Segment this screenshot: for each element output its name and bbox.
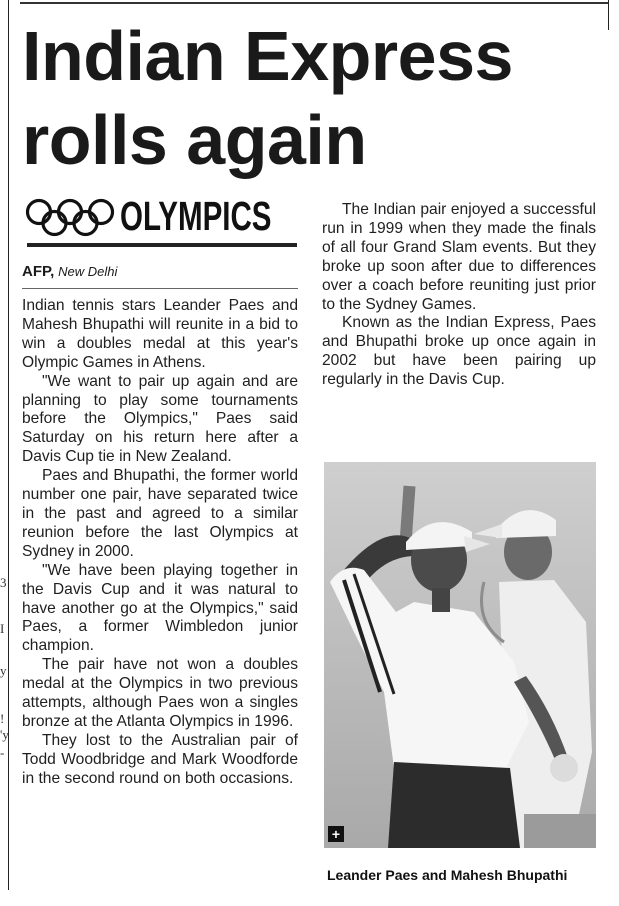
section-kicker [24,193,299,250]
article-paragraph: The pair have not won a doubles medal at the Olympics in two previous attempts, although Paes won a singles bronze at the Atlanta Olympics in 1996. [22,656,298,730]
margin-mark: I [0,621,5,636]
byline [22,262,117,281]
top-rule [20,2,608,4]
olympic-rings-icon [24,198,118,238]
photo-corner-mark: + [328,826,344,842]
left-column-rule [8,0,9,890]
news-photo [324,462,596,848]
margin-mark: 3 [0,575,7,590]
article-paragraph: Known as the Indian Express, Paes and Bhupathi broke up once again in 2002 but have been pairing up regularly in the Davis Cup. [322,314,596,389]
margin-mark: ! [0,711,5,726]
section-label: OLYMPICS [120,193,272,239]
byline-dateline: New Delhi [58,264,118,279]
article-paragraph: The Indian pair enjoyed a successful run in 1999 when they made the finals of all four Grand Slam events. But they broke up soon after due to differences over a coach before reuniting just prior to the Sydney Games. [322,201,596,313]
article-paragraph: "We want to pair up again and are planning to play some tournaments before the Olympics," Paes said Saturday on his return here after a Davis Cup tie in New Zealand. [22,372,298,466]
article-column-left [22,297,298,789]
headline [22,14,607,182]
byline-underline [22,288,298,289]
article-column-right [322,201,596,390]
article-paragraph: They lost to the Australian pair of Todd Woodbridge and Mark Woodforde in the second round on both occasions. [22,731,298,787]
article-paragraph: Paes and Bhupathi, the former world number one pair, have separated twice in the past and agreed to a similar reunion before the last Olympics at Sydney in 2000. [22,467,298,560]
article-paragraph: Indian tennis stars Leander Paes and Mahesh Bhupathi will reunite in a bid to win a doubles medal at this year's Olympic Games in Athens. [22,297,298,371]
kicker-underline [27,243,297,247]
right-column-rule [608,0,609,30]
margin-mark: - [0,745,5,760]
headline-line-1: Indian Express [22,17,513,95]
players-photo-illustration [324,462,596,848]
photo-caption: Leander Paes and Mahesh Bhupathi [327,867,568,883]
headline-line-2: rolls again [22,101,367,179]
article-paragraph: "We have been playing together in the Davis Cup and it was natural to have another go at the Olympics," said Paes, a former Wimbledon junior champion. [22,561,298,655]
margin-mark: 'y [0,727,9,742]
margin-mark: y [0,663,7,678]
byline-agency: AFP, [22,263,55,280]
